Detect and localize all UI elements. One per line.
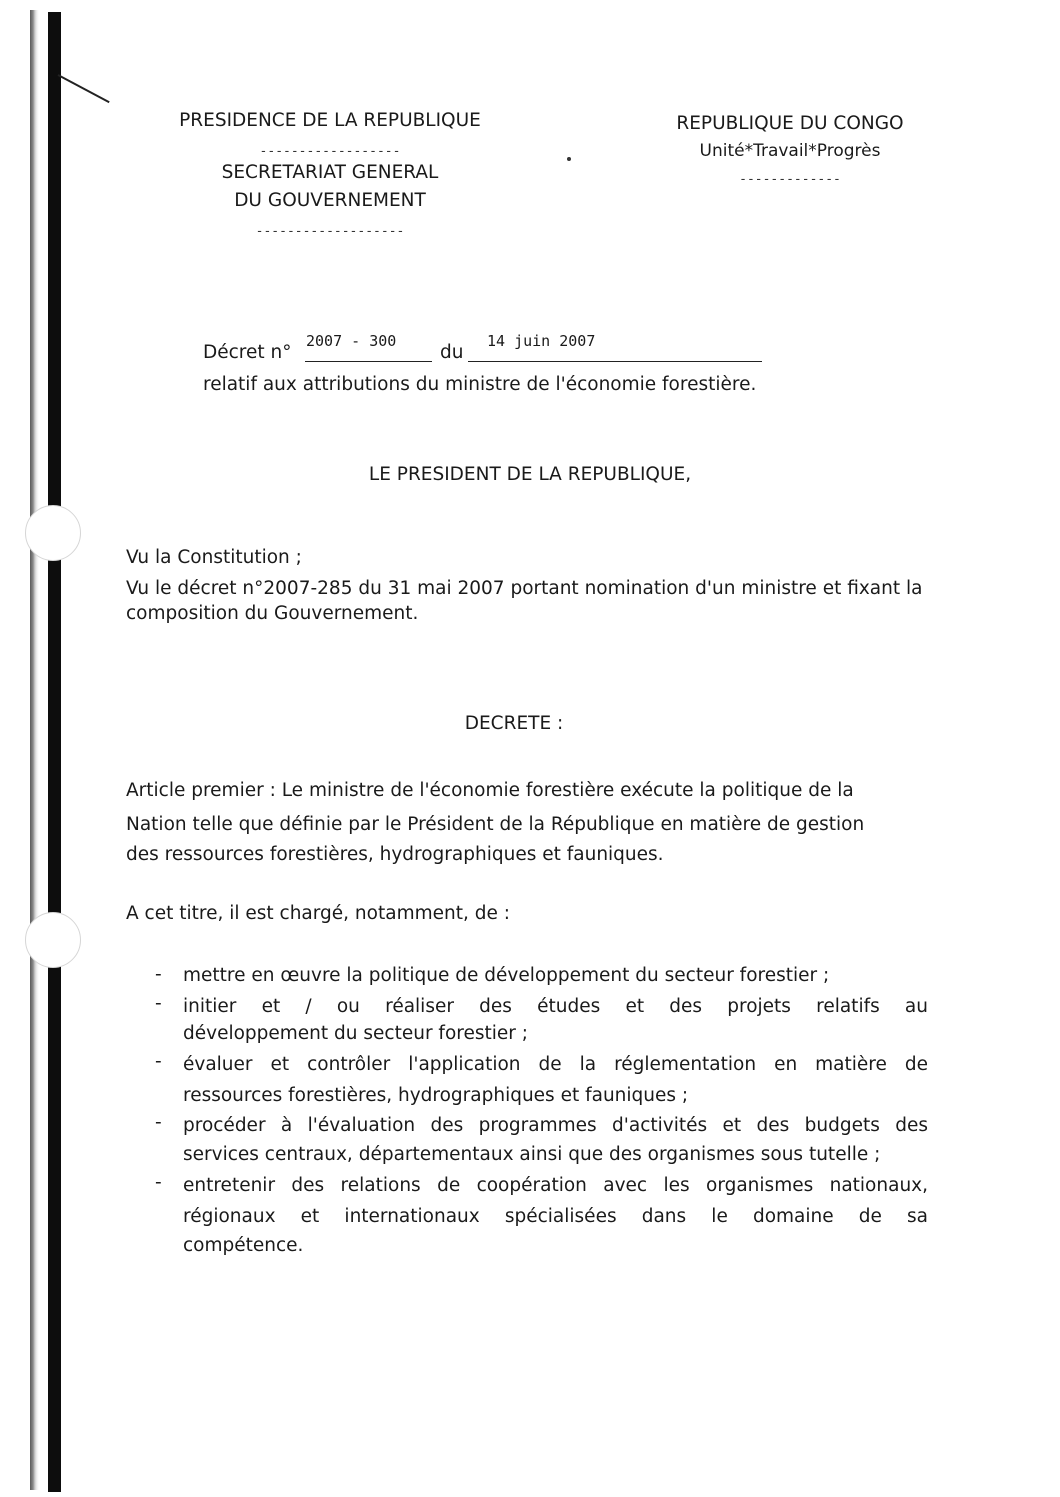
header-motto: Unité*Travail*Progrès [699, 141, 881, 161]
duties-intro: A cet titre, il est chargé, notamment, de : [126, 903, 510, 924]
header-left-separator-2: ------------------- [255, 224, 405, 239]
punch-hole-bottom [25, 912, 81, 968]
header-republique: REPUBLIQUE DU CONGO [676, 113, 904, 134]
decrete-heading: DECRETE : [464, 713, 564, 734]
header-left-separator-1: ------------------ [259, 144, 401, 159]
decree-date-underline [468, 361, 762, 362]
header-secretariat: SECRETARIAT GENERAL [221, 162, 439, 183]
decree-date: 14 juin 2007 [487, 332, 596, 350]
header-gouvernement: DU GOUVERNEMENT [234, 190, 426, 211]
decree-prefix: Décret n° [203, 342, 292, 363]
article-line-1 [126, 780, 854, 801]
duty-3-line-2: ressources forestières, hydrographiques et fauniques ; [183, 1085, 689, 1106]
duty-bullet: - [155, 993, 162, 1014]
duty-bullet: - [155, 1172, 162, 1193]
duty-2-line-2: développement du secteur forestier ; [183, 1023, 528, 1044]
duty-bullet: - [155, 1112, 162, 1133]
decree-du: du [440, 342, 464, 363]
header-presidence: PRESIDENCE DE LA REPUBLIQUE [179, 110, 481, 131]
decree-number: 2007 - 300 [306, 332, 397, 350]
pen-stroke-mark [58, 74, 110, 103]
duty-2-line-1: initier et / ou réaliser des études et des projets relatifs au [183, 996, 928, 1017]
duty-5-line-1: entretenir des relations de coopération avec les organismes nationaux, [183, 1175, 928, 1196]
article-line-3: des ressources forestières, hydrographiques et fauniques. [126, 844, 664, 865]
binding-bar [48, 12, 61, 1492]
punch-hole-top [25, 505, 81, 561]
duty-bullet: - [155, 1051, 162, 1072]
president-title: LE PRESIDENT DE LA REPUBLIQUE, [368, 464, 692, 485]
duty-4-line-2: services centraux, départementaux ainsi que des organismes sous tutelle ; [183, 1144, 881, 1165]
duty-5-line-3: compétence. [183, 1235, 304, 1256]
duty-4-line-1: procéder à l'évaluation des programmes d'activités et des budgets des [183, 1115, 928, 1136]
ink-dot [567, 157, 571, 161]
header-right-separator: ------------- [739, 172, 841, 187]
visa-constitution: Vu la Constitution ; [126, 547, 302, 568]
scan-edge [30, 10, 46, 1490]
article-line-2: Nation telle que définie par le Président de la République en matière de gestion [126, 814, 865, 835]
duty-bullet: - [155, 964, 162, 985]
decree-number-underline [305, 361, 432, 362]
article-text-1: : Le ministre de l'économie forestière exécute la politique de la [263, 780, 854, 801]
duty-1-line-1: mettre en œuvre la politique de développement du secteur forestier ; [183, 965, 830, 986]
duty-5-line-2: régionaux et internationaux spécialisées dans le domaine de sa [183, 1206, 928, 1227]
article-label: Article premier [126, 780, 264, 801]
decree-subject: relatif aux attributions du ministre de l'économie forestière. [203, 374, 757, 395]
visa-decret-line1: Vu le décret n°2007-285 du 31 mai 2007 portant nomination d'un ministre et fixant la [126, 578, 923, 599]
visa-decret-line2: composition du Gouvernement. [126, 603, 419, 624]
duty-3-line-1: évaluer et contrôler l'application de la réglementation en matière de [183, 1054, 928, 1075]
